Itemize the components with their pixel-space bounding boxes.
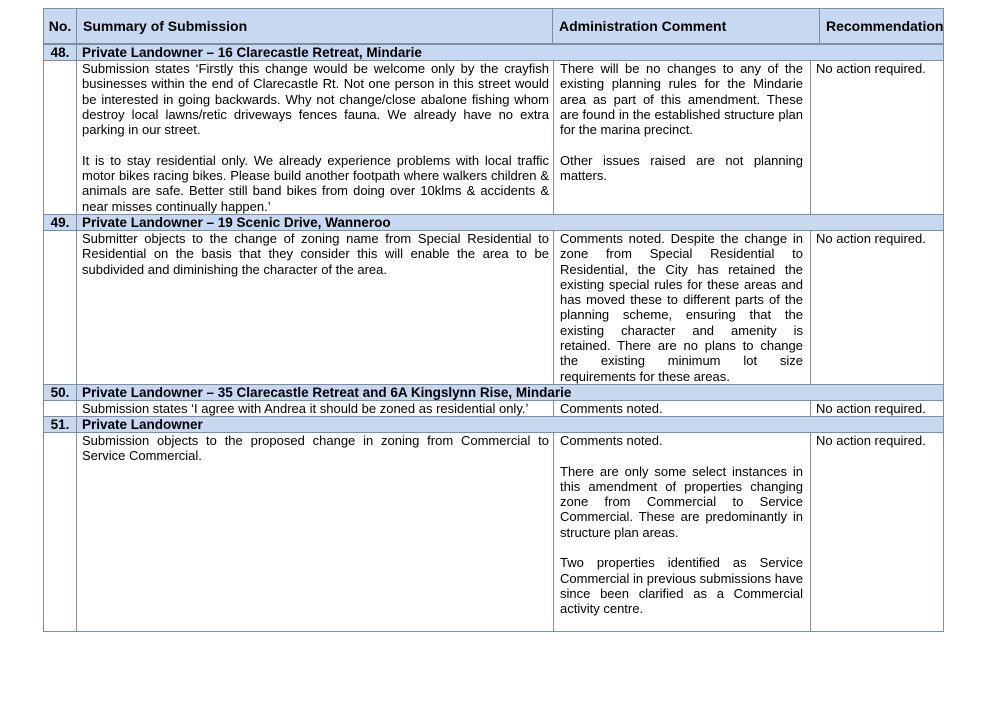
summary-cell xyxy=(82,61,549,214)
row-number: 51. xyxy=(50,417,70,432)
admin-cell xyxy=(560,433,803,617)
header-summary: Summary of Submission xyxy=(83,18,248,34)
summary-paragraph: Submission objects to the proposed change in zoning from Commercial to Service Commercial. xyxy=(82,433,549,464)
row-title: Private Landowner xyxy=(82,417,203,432)
admin-paragraph: Comments noted. xyxy=(560,433,663,448)
row-title: Private Landowner – 16 Clarecastle Retreat, Mindarie xyxy=(82,45,422,60)
row-title: Private Landowner – 35 Clarecastle Retreat and 6A Kingslynn Rise, Mindarie xyxy=(82,385,572,400)
row-49-heading xyxy=(44,214,943,230)
row-number: 48. xyxy=(50,45,70,60)
row-51-heading xyxy=(44,416,943,432)
admin-cell xyxy=(560,401,803,416)
admin-cell xyxy=(560,61,803,183)
recommendation-cell: No action required. xyxy=(816,61,926,76)
admin-paragraph: Comments noted. xyxy=(560,401,663,416)
admin-paragraph: Other issues raised are not planning matters. xyxy=(560,152,803,184)
row-number: 49. xyxy=(50,215,70,230)
header-admin: Administration Comment xyxy=(559,18,727,34)
summary-cell xyxy=(82,401,549,416)
table-body xyxy=(43,44,944,632)
summary-paragraph: Submission states ‘I agree with Andrea it should be zoned as residential only.’ xyxy=(82,401,529,416)
admin-paragraph: There will be no changes to any of the existing planning rules for the Mindarie area as part of this amendment. These are found in the established structure plan for the marina precinct. xyxy=(560,61,803,138)
row-51-content xyxy=(44,432,943,631)
summary-cell xyxy=(82,231,549,277)
admin-paragraph: There are only some select instances in this amendment of properties changing zone from Commercial to Service Commercial. These are predominantly in structure plan areas. xyxy=(560,463,803,540)
admin-paragraph: Two properties identified as Service Commercial in previous submissions have since been clarified as a Commercial activity centre. xyxy=(560,555,803,617)
admin-cell xyxy=(560,231,803,384)
admin-paragraph: Comments noted. Despite the change in zone from Special Residential to Residential, the City has retained the existing special rules for these areas and has moved these to different parts of the planning scheme, ensuring that the existing character and amenity is retained. There are no plans to change the existing minimum lot size requirements for these areas. xyxy=(560,231,803,384)
row-49-content xyxy=(44,230,943,384)
recommendation-cell: No action required. xyxy=(816,433,926,448)
header-recommendation: Recommendation xyxy=(826,18,944,34)
summary-paragraph: Submitter objects to the change of zoning name from Special Residential to Residential on the basis that they consider this will enable the area to be subdivided and diminishing the character of the area. xyxy=(82,231,549,277)
summary-paragraph: Submission states ‘Firstly this change would be welcome only by the crayfish businesses within the end of Clarecastle Rt. Not one person in this street would be interested in going backwards. Why not change/close abalone fishing whom destroy local lawns/retic driveways fences fauna. We already have no extra parking in our street. xyxy=(82,61,549,138)
row-48-content xyxy=(44,60,943,214)
row-50-content xyxy=(44,400,943,416)
summary-paragraph: It is to stay residential only. We already experience problems with local traffic motor bikes racing bikes. Please build another footpath where walkers children & animals are safe. Better still band bikes from doing over 10klms & accidents & near misses continually happen.’ xyxy=(82,152,549,214)
submissions-table xyxy=(43,8,944,632)
header-no: No. xyxy=(48,18,72,34)
row-title: Private Landowner – 19 Scenic Drive, Wanneroo xyxy=(82,215,391,230)
recommendation-cell: No action required. xyxy=(816,401,926,416)
summary-cell xyxy=(82,433,549,464)
row-48-heading xyxy=(44,44,943,60)
row-number: 50. xyxy=(50,385,70,400)
table-header xyxy=(43,8,944,44)
row-50-heading xyxy=(44,384,943,400)
recommendation-cell: No action required. xyxy=(816,231,926,246)
